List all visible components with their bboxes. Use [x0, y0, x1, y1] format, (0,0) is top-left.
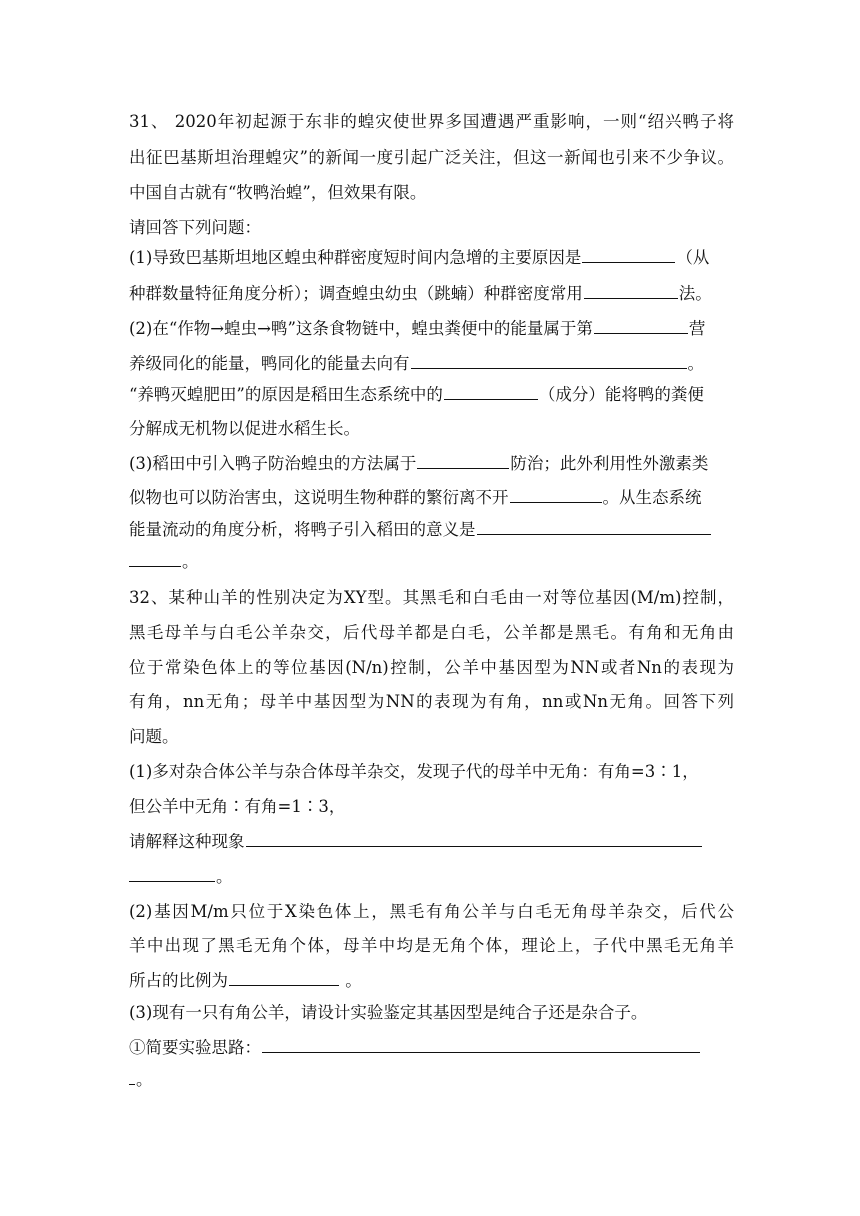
q31-part3-text-d: 。从生态系统	[602, 488, 702, 507]
q31-part3-text-a: (3)稻田中引入鸭子防治蝗虫的方法属于	[129, 454, 417, 473]
q31-part3-text-f: 。	[182, 552, 199, 571]
answer-blank-q31-3c[interactable]	[477, 518, 711, 535]
q32-line-2: 黑毛母羊与白毛公羊杂交，后代母羊都是白毛，公羊都是黑毛。有角和无角由	[129, 623, 734, 642]
q32-part2-line-1: (2)基因M/m只位于X染色体上，黑毛有角公羊与白毛无角母羊杂交，后代公	[129, 902, 734, 921]
q32-part1-text-d: 。	[216, 867, 233, 886]
answer-blank-q32-2[interactable]	[229, 969, 339, 986]
q31-line-2: 出征巴基斯坦治理蝗灾”的新闻一度引起广泛关注，但这一新闻也引来不少争议。	[129, 148, 734, 167]
q32-line-4: 有角，nn无角；母羊中基因型为NN的表现为有角，nn或Nn无角。回答下列	[129, 692, 734, 711]
q31-line-3: 中国自古就有“牧鸭治蝗”，但效果有限。	[129, 183, 427, 202]
q32-part1-line-2: 但公羊中无角∶有角=1∶3，	[129, 797, 346, 816]
q31-part2-text-a: (2)在“作物→蝗虫→鸭”这条食物链中，蝗虫粪便中的能量属于第	[129, 319, 593, 338]
answer-blank-q31-3b[interactable]	[510, 486, 602, 503]
q32-part3-text-c: 。	[136, 1070, 153, 1089]
q31-part2-line-3	[129, 383, 734, 405]
q32-part3-text-b: ①简要实验思路：	[129, 1038, 261, 1057]
q31-part2-line-1	[129, 317, 734, 339]
answer-blank-q32-1[interactable]	[246, 830, 702, 847]
answer-blank-q31-2c[interactable]	[444, 383, 538, 400]
q32-part3-line-2	[129, 1036, 734, 1058]
q32-part2-line-3	[129, 969, 734, 991]
q31-part2-line-2	[129, 352, 734, 374]
q32-part2-line-2: 羊中出现了黑毛无角个体，母羊中均是无角个体，理论上，子代中黑毛无角羊	[129, 936, 734, 955]
q31-part1-text-b: （从	[676, 248, 710, 267]
answer-blank-q31-1a[interactable]	[582, 246, 675, 263]
q31-part3-text-e: 能量流动的角度分析，将鸭子引入稻田的意义是	[129, 520, 476, 539]
answer-blank-q32-1-cont[interactable]	[129, 865, 215, 882]
answer-blank-q31-2a[interactable]	[594, 317, 688, 334]
q32-part1-line-3	[129, 830, 734, 852]
answer-blank-q31-3a[interactable]	[417, 452, 509, 469]
answer-blank-q32-3[interactable]	[262, 1036, 700, 1053]
q32-part1-line-1: (1)多对杂合体公羊与杂合体母羊杂交，发现子代的母羊中无角：有角=3∶1，	[129, 762, 699, 781]
q31-part1-line-1	[129, 246, 734, 268]
q31-part2-line-4: 分解成无机物以促进水稻生长。	[129, 419, 360, 438]
answer-blank-q32-3-cont[interactable]	[129, 1068, 135, 1085]
answer-blank-q31-3c-cont[interactable]	[129, 550, 181, 567]
answer-blank-q31-2b[interactable]	[411, 352, 687, 369]
q31-part1-text-d: 法。	[678, 284, 712, 303]
q31-instruction: 请回答下列问题：	[129, 218, 261, 237]
q31-part2-text-d: 。	[687, 354, 704, 373]
q32-part1-text-c: 请解释这种现象	[129, 832, 245, 851]
q32-part2-text-c: 所占的比例为	[129, 971, 228, 990]
answer-blank-q31-1b[interactable]	[584, 282, 678, 299]
q32-part3-line-3	[129, 1068, 734, 1090]
q31-part1-text-c: 种群数量特征角度分析）；调查蝗虫幼虫（跳蝻）种群密度常用	[129, 284, 583, 303]
q31-line-1: 31、 2020年初起源于东非的蝗灾使世界多国遭遇严重影响，一则“绍兴鸭子将	[129, 112, 734, 131]
q31-part2-text-e: “养鸭灭蝗肥田”的原因是稻田生态系统中的	[129, 385, 443, 404]
q31-part1-line-2	[129, 282, 734, 304]
q31-part3-line-2	[129, 486, 734, 508]
q31-part2-text-f: （成分）能将鸭的粪便	[538, 385, 704, 404]
q31-part3-line-3	[129, 518, 734, 540]
q31-part3-text-b: 防治；此外利用性外激素类	[510, 454, 709, 473]
q32-part3-line-1: (3)现有一只有角公羊，请设计实验鉴定其基因型是纯合子还是杂合子。	[129, 1003, 648, 1022]
q31-part2-text-b: 营	[688, 319, 706, 338]
q31-part3-text-c: 似物也可以防治害虫，这说明生物种群的繁衍离不开	[129, 488, 509, 507]
q32-part1-line-4	[129, 865, 734, 887]
q32-part2-text-d: 。	[340, 971, 362, 990]
q31-part3-line-1	[129, 452, 734, 474]
q32-line-5: 问题。	[129, 727, 179, 746]
q31-part2-text-c: 养级同化的能量，鸭同化的能量去向有	[129, 354, 410, 373]
q32-line-3: 位于常染色体上的等位基因(N/n)控制，公羊中基因型为NN或者Nn的表现为	[129, 658, 734, 677]
q31-part3-line-4	[129, 550, 734, 572]
q31-part1-text-a: (1)导致巴基斯坦地区蝗虫种群密度短时间内急增的主要原因是	[129, 248, 582, 267]
q32-line-1: 32、某种山羊的性别决定为XY型。其黑毛和白毛由一对等位基因(M/m)控制，	[129, 588, 734, 607]
